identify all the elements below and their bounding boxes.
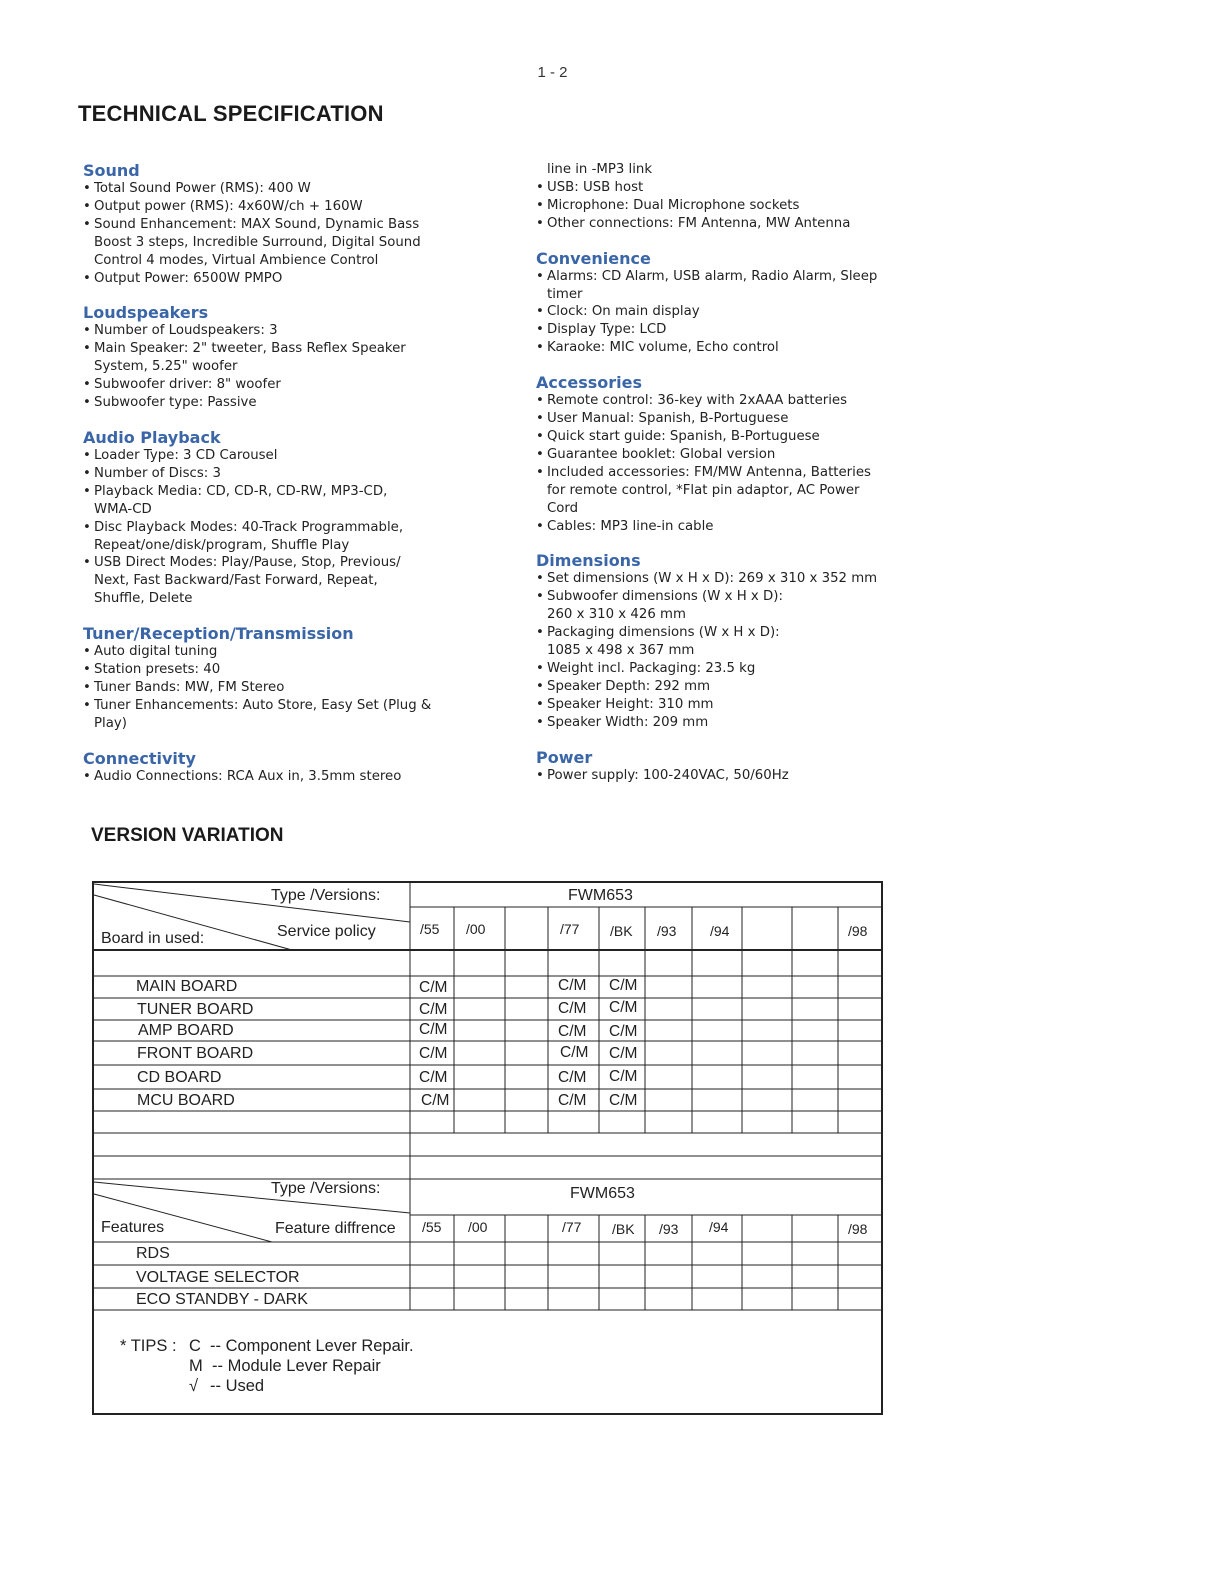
spec-item-continuation: Play) xyxy=(94,715,127,731)
version-table xyxy=(92,880,883,1415)
section-heading: Connectivity xyxy=(83,748,196,768)
spec-item: • Speaker Width: 209 mm xyxy=(536,714,956,732)
section-heading: Power xyxy=(536,747,593,767)
spec-item-continuation: timer xyxy=(547,286,583,302)
section-heading: Convenience xyxy=(536,248,651,268)
spec-item: • Alarms: CD Alarm, USB alarm, Radio Alarm, Sleep xyxy=(536,268,956,286)
spec-item: • Karaoke: MIC volume, Echo control xyxy=(536,339,956,357)
cm-value: C/M xyxy=(421,1092,450,1109)
version-col-header: /98 xyxy=(848,923,868,939)
version-variation-title: VERSION VARIATION xyxy=(91,825,284,846)
spec-item: • Power supply: 100-240VAC, 50/60Hz xyxy=(536,767,956,785)
tips-check-icon: √ xyxy=(189,1377,199,1395)
spec-item: • USB Direct Modes: Play/Pause, Stop, Previous/ xyxy=(83,554,503,572)
spec-item: • Tuner Enhancements: Auto Store, Easy Set (Plug & xyxy=(83,697,503,715)
spec-item-continuation: Boost 3 steps, Incredible Surround, Digital Sound xyxy=(94,234,421,250)
section-heading: Audio Playback xyxy=(83,427,221,447)
version-col-header: /94 xyxy=(709,1219,729,1235)
spec-item: • Main Speaker: 2" tweeter, Bass Reflex Speaker xyxy=(83,340,503,358)
spec-item: • Subwoofer driver: 8" woofer xyxy=(83,376,503,394)
version-col-header: /BK xyxy=(610,923,633,939)
model-label: FWM653 xyxy=(570,1185,635,1202)
spec-item: • USB: USB host xyxy=(536,179,956,197)
tips-text: -- Used xyxy=(210,1377,265,1395)
spec-section-audio-playback xyxy=(83,428,503,608)
spec-section-power xyxy=(536,748,956,785)
board-row-label: AMP BOARD xyxy=(138,1022,234,1039)
spec-item: • Number of Discs: 3 xyxy=(83,465,503,483)
spec-item: • User Manual: Spanish, B-Portuguese xyxy=(536,410,956,428)
spec-item-continuation: line in -MP3 link xyxy=(547,162,653,177)
spec-item: • Subwoofer type: Passive xyxy=(83,394,503,412)
spec-item: • Included accessories: FM/MW Antenna, Batteries xyxy=(536,464,956,482)
cm-value: C/M xyxy=(609,1045,638,1062)
spec-item: • Quick start guide: Spanish, B-Portuguese xyxy=(536,428,956,446)
version-col-header: /00 xyxy=(466,921,486,937)
type-versions-label: Type /Versions: xyxy=(271,887,381,904)
spec-item: • Speaker Height: 310 mm xyxy=(536,696,956,714)
spec-section-sound xyxy=(83,161,503,287)
spec-item-continuation: Cord xyxy=(547,500,579,516)
cm-value: C/M xyxy=(560,1044,589,1061)
spec-item: • Output Power: 6500W PMPO xyxy=(83,270,503,288)
cm-value: C/M xyxy=(609,977,638,994)
cm-value: C/M xyxy=(419,1001,448,1018)
version-col-header: /00 xyxy=(468,1219,488,1235)
spec-item-continuation: Shuffle, Delete xyxy=(94,591,193,607)
spec-item: • Number of Loudspeakers: 3 xyxy=(83,322,503,340)
board-row-label: FRONT BOARD xyxy=(137,1045,254,1062)
cm-value: C/M xyxy=(609,1092,638,1109)
spec-item-continuation: Next, Fast Backward/Fast Forward, Repeat, xyxy=(94,573,378,589)
spec-section-accessories xyxy=(536,373,956,535)
spec-item-continuation: WMA-CD xyxy=(94,501,152,517)
spec-item-continuation: Control 4 modes, Virtual Ambience Control xyxy=(94,252,379,268)
board-in-used-label: Board in used: xyxy=(101,930,205,947)
spec-item: • Set dimensions (W x H x D): 269 x 310 x 352 mm xyxy=(536,570,956,588)
spec-item-continuation: for remote control, *Flat pin adaptor, AC Power xyxy=(547,482,860,498)
version-col-header: /93 xyxy=(659,1221,679,1237)
page-title: TECHNICAL SPECIFICATION xyxy=(78,101,384,126)
tips-text: -- Module Lever Repair xyxy=(212,1357,381,1375)
spec-item-continuation: System, 5.25" woofer xyxy=(94,359,238,375)
spec-item: • Subwoofer dimensions (W x H x D): xyxy=(536,588,956,606)
cm-value: C/M xyxy=(419,979,448,996)
spec-section-connectivity xyxy=(83,749,503,786)
section-heading: Sound xyxy=(83,161,140,180)
tips-code: C xyxy=(189,1337,201,1355)
spec-column-right xyxy=(536,161,956,784)
spec-item: • Playback Media: CD, CD-R, CD-RW, MP3-CD, xyxy=(83,483,503,501)
spec-item: • Output power (RMS): 4x60W/ch + 160W xyxy=(83,198,503,216)
spec-item: • Sound Enhancement: MAX Sound, Dynamic Bass xyxy=(83,216,503,234)
spec-item: • Station presets: 40 xyxy=(83,661,503,679)
tips-code: M xyxy=(189,1357,203,1375)
spec-item: • Cables: MP3 line-in cable xyxy=(536,518,956,536)
cm-value: C/M xyxy=(609,1068,638,1085)
version-col-header: /93 xyxy=(657,923,677,939)
spec-item-continuation: 260 x 310 x 426 mm xyxy=(547,607,686,623)
cm-value: C/M xyxy=(558,1000,587,1017)
spec-item: • Remote control: 36-key with 2xAAA batteries xyxy=(536,392,956,410)
page-number: 1 - 2 xyxy=(537,64,568,81)
spec-item: • Audio Connections: RCA Aux in, 3.5mm stereo xyxy=(83,768,503,786)
table-grid xyxy=(92,880,883,1415)
spec-item-continuation: Repeat/one/disk/program, Shuffle Play xyxy=(94,537,350,553)
spec-item: • Loader Type: 3 CD Carousel xyxy=(83,447,503,465)
version-col-header: /BK xyxy=(612,1221,635,1237)
spec-item: • Packaging dimensions (W x H x D): xyxy=(536,624,956,642)
model-label: FWM653 xyxy=(568,887,633,904)
version-col-header: /55 xyxy=(420,921,440,937)
cm-value: C/M xyxy=(558,1092,587,1109)
spec-item: • Disc Playback Modes: 40-Track Programmable, xyxy=(83,519,503,537)
board-row-label: TUNER BOARD xyxy=(137,1001,254,1018)
spec-item: • Weight incl. Packaging: 23.5 kg xyxy=(536,660,956,678)
board-row-label: MCU BOARD xyxy=(137,1092,235,1109)
cm-value: C/M xyxy=(558,977,587,994)
features-label: Features xyxy=(101,1219,165,1236)
spec-item: • Microphone: Dual Microphone sockets xyxy=(536,197,956,215)
tips-prefix: * TIPS : xyxy=(120,1337,177,1355)
feature-row-label: VOLTAGE SELECTOR xyxy=(136,1269,300,1286)
spec-section-loudspeakers xyxy=(83,303,503,412)
version-col-header: /55 xyxy=(422,1219,442,1235)
cm-value: C/M xyxy=(558,1023,587,1040)
board-row-label: CD BOARD xyxy=(137,1069,222,1086)
type-versions-label: Type /Versions: xyxy=(271,1180,381,1197)
cm-value: C/M xyxy=(419,1045,448,1062)
version-col-header: /77 xyxy=(560,921,580,937)
cm-value: C/M xyxy=(558,1069,587,1086)
feature-row-label: RDS xyxy=(136,1245,170,1262)
spec-item: • Total Sound Power (RMS): 400 W xyxy=(83,180,503,198)
cm-value: C/M xyxy=(609,1023,638,1040)
section-heading: Accessories xyxy=(536,373,642,393)
tips-text: -- Component Lever Repair. xyxy=(210,1337,414,1355)
section-heading: Loudspeakers xyxy=(83,303,209,323)
spec-item-continuation: 1085 x 498 x 367 mm xyxy=(547,643,695,659)
spec-item: • Speaker Depth: 292 mm xyxy=(536,678,956,696)
service-policy-label: Service policy xyxy=(277,923,376,940)
feature-difference-label: Feature diffrence xyxy=(275,1220,396,1237)
spec-item: • Display Type: LCD xyxy=(536,321,956,339)
section-heading: Dimensions xyxy=(536,551,641,571)
spec-item: • Auto digital tuning xyxy=(83,643,503,661)
spec-column-left xyxy=(83,161,503,786)
spec-section-connectivity-cont xyxy=(536,161,956,233)
feature-row-label: ECO STANDBY - DARK xyxy=(136,1291,308,1308)
board-row-label: MAIN BOARD xyxy=(136,978,238,995)
version-col-header: /77 xyxy=(562,1219,582,1235)
cm-value: C/M xyxy=(419,1021,448,1038)
spec-section-dimensions xyxy=(536,551,956,731)
spec-section-convenience xyxy=(536,249,956,358)
spec-item: • Other connections: FM Antenna, MW Antenna xyxy=(536,215,956,233)
version-col-header: /98 xyxy=(848,1221,868,1237)
cm-value: C/M xyxy=(609,999,638,1016)
version-col-header: /94 xyxy=(710,923,730,939)
spec-item: • Tuner Bands: MW, FM Stereo xyxy=(83,679,503,697)
spec-section-tuner xyxy=(83,624,503,733)
spec-item: • Guarantee booklet: Global version xyxy=(536,446,956,464)
section-heading: Tuner/Reception/Transmission xyxy=(83,624,354,644)
spec-item: • Clock: On main display xyxy=(536,303,956,321)
cm-value: C/M xyxy=(419,1069,448,1086)
